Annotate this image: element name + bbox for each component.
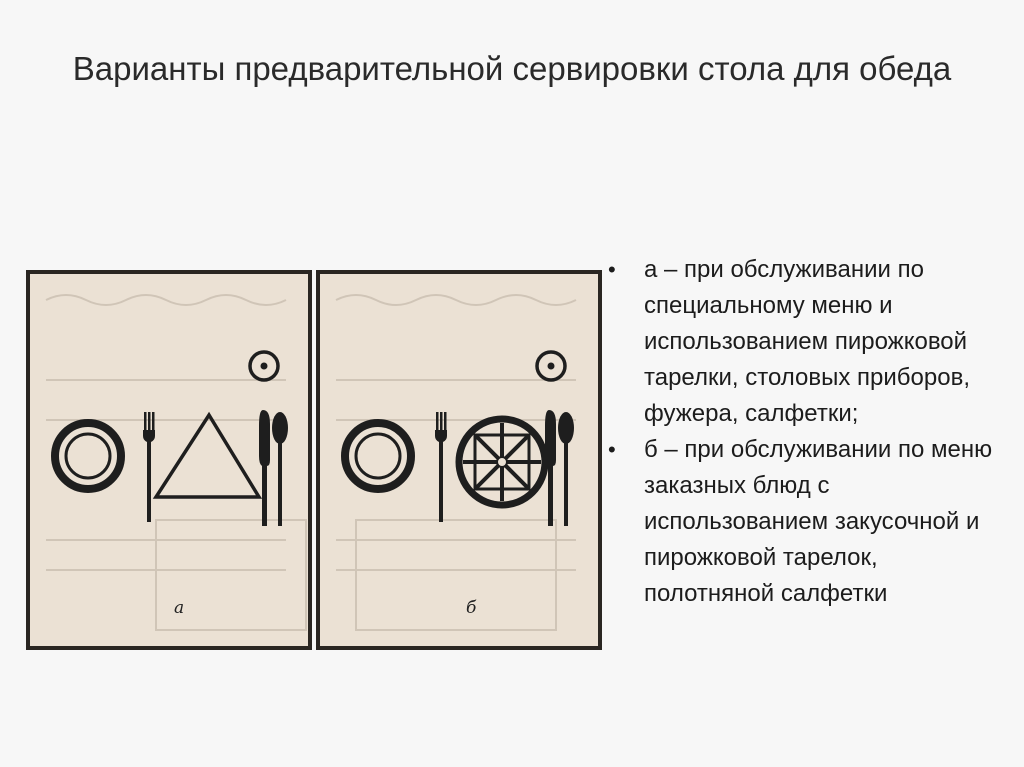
panel-b-letter: б [466, 598, 477, 618]
panel-b [318, 272, 600, 648]
bullet-item [604, 252, 1014, 432]
panel-a-letter: а [174, 598, 185, 618]
bullet-text: а – при обслуживании по специальному меню и использованием пирожковой тарелки, столовых приборов, фужера, салфетки; [644, 256, 971, 427]
table-setting-figure [26, 270, 602, 650]
bullet-dot-icon: • [608, 437, 616, 462]
panel-a [28, 272, 310, 648]
table-setting-illustration [26, 270, 602, 650]
bullet-item [604, 432, 1014, 612]
bullet-dot-icon: • [608, 257, 616, 282]
bullet-list [604, 252, 1014, 612]
slide-title: Варианты предварительной сервировки стола для обеда [72, 50, 952, 87]
snack-plate-napkin-icon [459, 419, 545, 505]
bullet-text: б – при обслуживании по меню заказных блюд с использованием закусочной и пирожковой тарелок, полотняной салфетки [644, 436, 993, 607]
